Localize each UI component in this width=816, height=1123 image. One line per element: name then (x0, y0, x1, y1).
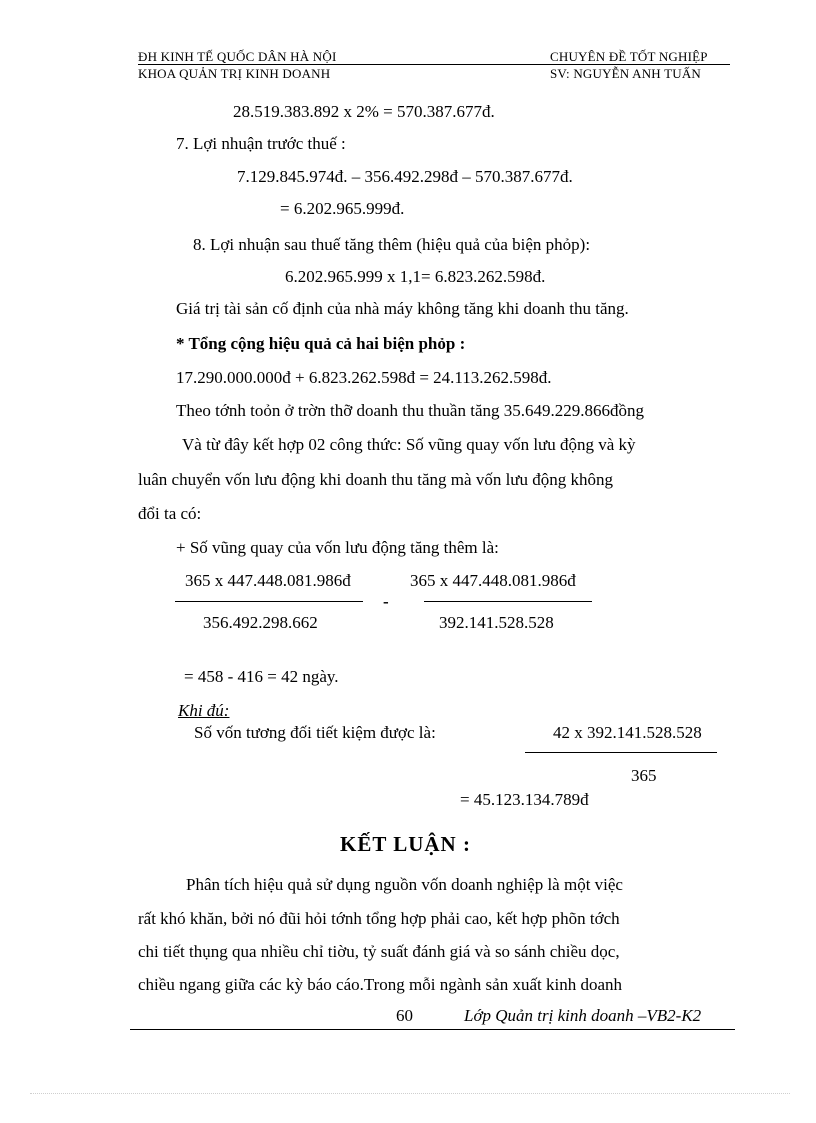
body-line: 28.519.383.892 x 2% = 570.387.677đ. (233, 102, 495, 121)
label-khi-do: Khi đú: (178, 701, 230, 720)
section-heading-8: 8. Lợi nhuận sau thuế tăng thêm (hiệu quả của biện phỏp): (193, 235, 591, 254)
header-faculty: KHOA QUẢN TRỊ KINH DOANH (138, 66, 331, 81)
header-report-type: CHUYÊN ĐỀ TỐT NGHIỆP (550, 49, 708, 64)
header-rule (138, 64, 730, 65)
conclusion-paragraph-line: rất khó khăn, bởi nó đũi hỏi tớnh tổng hợp phải cao, kết hợp phõn tớch (138, 909, 620, 928)
footer-rule (130, 1029, 735, 1030)
header-school: ĐH KINH TẾ QUỐC DÂN HÀ NỘI (138, 49, 337, 64)
fraction-3-numerator: 42 x 392.141.528.528 (553, 723, 702, 742)
summary-heading: * Tổng cộng hiệu quả cả hai biện phỏp : (176, 334, 466, 353)
section-heading-7: 7. Lợi nhuận trước thuế : (176, 134, 346, 153)
conclusion-paragraph-line: Phân tích hiệu quả sử dụng nguồn vốn doanh nghiệp là một việc (186, 875, 623, 894)
body-line: luân chuyển vốn lưu động khi doanh thu tăng mà vốn lưu động không (138, 470, 614, 489)
conclusion-paragraph-line: chi tiết thụng qua nhiều chỉ tiờu, tỷ suất đánh giá và so sánh chiều dọc, (138, 942, 620, 961)
body-line: Và từ đây kết hợp 02 công thức: Số vũng quay vốn lưu động và kỳ (182, 435, 636, 454)
fraction-1-bar (175, 601, 363, 602)
body-line: Giá trị tài sản cố định của nhà máy không tăng khi doanh thu tăng. (176, 299, 629, 318)
fraction-2-bar (424, 601, 592, 602)
page-edge-dotted-line (30, 1093, 790, 1094)
conclusion-heading: KẾT LUẬN : (340, 832, 471, 856)
body-line: 6.202.965.999 x 1,1= 6.823.262.598đ. (285, 267, 546, 286)
minus-sign: - (383, 592, 389, 611)
body-line: 17.290.000.000đ + 6.823.262.598đ = 24.113.262.598đ. (176, 368, 552, 387)
conclusion-paragraph-line: chiều ngang giữa các kỳ báo cáo.Trong mỗi ngành sản xuất kinh doanh (138, 975, 623, 994)
footer-class-name: Lớp Quản trị kinh doanh –VB2-K2 (464, 1006, 702, 1025)
fraction-1-numerator: 365 x 447.448.081.986đ (185, 571, 351, 590)
body-line: = 6.202.965.999đ. (280, 199, 405, 218)
body-line: = 458 - 416 = 42 ngày. (184, 667, 339, 686)
fraction-1-denominator: 356.492.298.662 (203, 613, 318, 632)
fraction-3-denominator: 365 (631, 766, 657, 785)
header-student: SV: NGUYỄN ANH TUẤN (550, 66, 702, 81)
body-line: Theo tớnh toỏn ở trờn thỡ doanh thu thuần tăng 35.649.229.866đồng (176, 401, 644, 420)
page-number: 60 (396, 1006, 413, 1025)
result-line: = 45.123.134.789đ (460, 790, 589, 809)
fraction-3-bar (525, 752, 717, 753)
body-line: đổi ta có: (138, 504, 202, 523)
body-line: + Số vũng quay của vốn lưu động tăng thêm là: (176, 538, 499, 557)
fraction-2-numerator: 365 x 447.448.081.986đ (410, 571, 576, 590)
fraction-2-denominator: 392.141.528.528 (439, 613, 554, 632)
body-line: Số vốn tương đối tiết kiệm được là: (194, 723, 436, 742)
body-line: 7.129.845.974đ. – 356.492.298đ – 570.387.677đ. (237, 167, 573, 186)
